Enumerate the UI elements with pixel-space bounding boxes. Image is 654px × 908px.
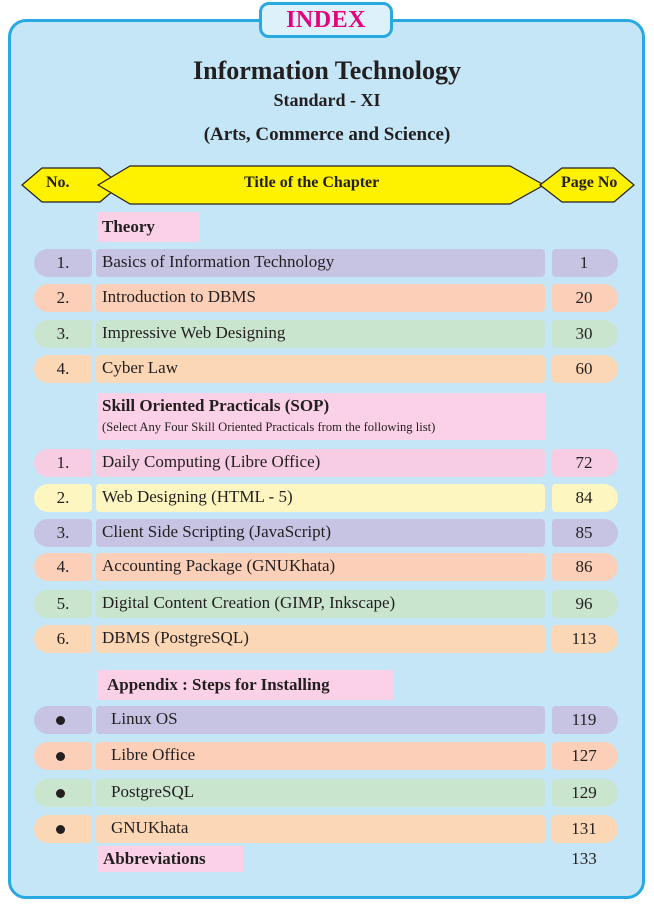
page-number: 60 (575, 359, 593, 378)
row-number: 4. (56, 359, 70, 378)
row-number: 3. (56, 523, 70, 542)
theory-heading-box (97, 212, 200, 242)
chapter-title: Cyber Law (102, 358, 179, 377)
header-no: No. (46, 174, 70, 191)
page-number: 131 (571, 819, 597, 838)
streams-label: (Arts, Commerce and Science) (203, 124, 451, 145)
page-number: 119 (571, 710, 597, 729)
appendix-heading: Appendix : Steps for Installing (107, 675, 330, 694)
chapter-title: Basics of Information Technology (102, 252, 335, 271)
header-title: Title of the Chapter (244, 174, 380, 191)
book-title: Information Technology (193, 56, 461, 85)
row-number: 5. (56, 594, 70, 613)
appendix-heading-box (97, 670, 394, 700)
practical-title: Digital Content Creation (GIMP, Inkscape) (102, 593, 396, 612)
chapter-title: Introduction to DBMS (102, 287, 256, 306)
bullet-icon (56, 825, 65, 834)
practical-title: DBMS (PostgreSQL) (102, 628, 249, 647)
abbreviations-label: Abbreviations (103, 849, 206, 868)
page-number: 86 (575, 557, 593, 576)
practical-title: Client Side Scripting (JavaScript) (102, 522, 331, 541)
install-item: Libre Office (111, 745, 196, 764)
standard-label: Standard - XI (273, 90, 381, 110)
page-number: 30 (575, 324, 593, 343)
row-number: 1. (56, 453, 70, 472)
row-number: 3. (56, 324, 70, 343)
page-number: 113 (571, 629, 597, 648)
chapter-title: Impressive Web Designing (102, 323, 286, 342)
page-number: 129 (571, 783, 597, 802)
page-number: 84 (575, 488, 593, 507)
practical-title: Daily Computing (Libre Office) (102, 452, 321, 471)
page-number: 1 (579, 253, 589, 272)
page-number: 127 (571, 746, 597, 765)
practical-title: Web Designing (HTML - 5) (102, 487, 293, 506)
bullet-icon (56, 716, 65, 725)
sop-heading: Skill Oriented Practicals (SOP) (102, 396, 330, 415)
index-badge: INDEX (259, 2, 393, 38)
row-number: 1. (56, 253, 70, 272)
row-number: 2. (56, 288, 70, 307)
abbreviations-box (97, 846, 243, 872)
practical-title: Accounting Package (GNUKhata) (102, 556, 336, 575)
install-item: GNUKhata (111, 818, 189, 837)
bullet-icon (56, 752, 65, 761)
theory-heading: Theory (102, 217, 155, 236)
row-number: 4. (56, 557, 70, 576)
row-number: 2. (56, 488, 70, 507)
page-number: 20 (575, 288, 593, 307)
header-page: Page No (561, 174, 618, 191)
page-number: 96 (575, 594, 593, 613)
page-number: 72 (575, 453, 593, 472)
row-number: 6. (56, 629, 70, 648)
sop-subheading: (Select Any Four Skill Oriented Practicals from the following list) (102, 420, 436, 434)
page-number: 85 (575, 523, 593, 542)
abbreviations-page: 133 (571, 849, 597, 868)
install-item: PostgreSQL (111, 782, 195, 801)
install-item: Linux OS (111, 709, 178, 728)
bullet-icon (56, 789, 65, 798)
sop-heading-box (97, 393, 546, 440)
